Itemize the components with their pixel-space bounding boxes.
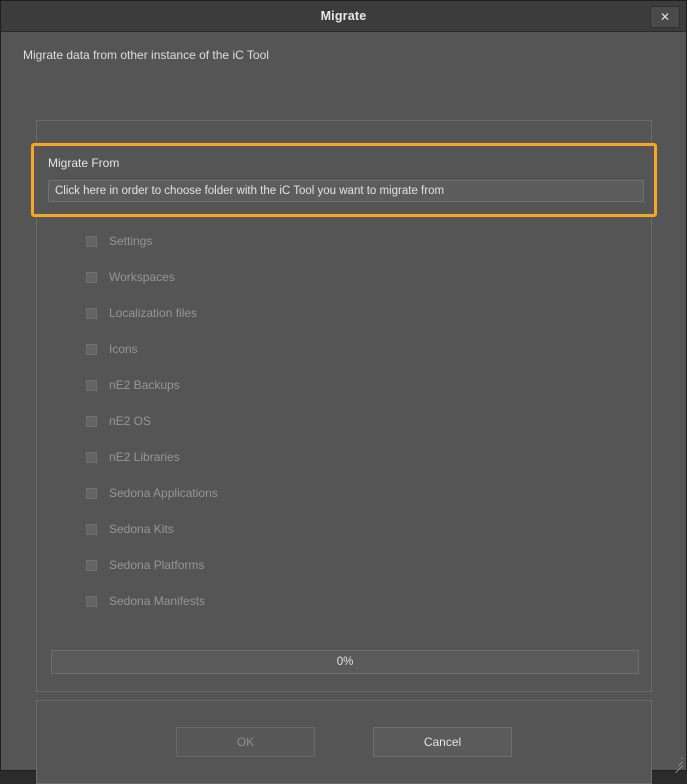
migration-items-list [86, 223, 626, 619]
list-item-label: nE2 Libraries [109, 450, 180, 464]
close-icon[interactable]: ✕ [650, 6, 680, 28]
ok-button[interactable]: OK [176, 727, 315, 757]
checkbox-sedona-manifests[interactable] [86, 596, 97, 607]
list-item-label: Icons [109, 342, 138, 356]
checkbox-icons[interactable] [86, 344, 97, 355]
checkbox-sedona-kits[interactable] [86, 524, 97, 535]
list-item[interactable] [86, 331, 626, 367]
list-item[interactable] [86, 475, 626, 511]
list-item[interactable] [86, 583, 626, 619]
migrate-from-group [31, 143, 657, 217]
migrate-from-folder-input[interactable] [48, 180, 644, 202]
list-item[interactable] [86, 403, 626, 439]
cancel-button[interactable]: Cancel [373, 727, 512, 757]
list-item-label: Localization files [109, 306, 198, 320]
list-item-label: Sedona Platforms [109, 558, 205, 572]
checkbox-ne2-os[interactable] [86, 416, 97, 427]
list-item[interactable] [86, 259, 626, 295]
list-item-label: Sedona Applications [109, 486, 218, 500]
checkbox-sedona-platforms[interactable] [86, 560, 97, 571]
checkbox-ne2-backups[interactable] [86, 380, 97, 391]
list-item[interactable] [86, 295, 626, 331]
checkbox-localization-files[interactable] [86, 308, 97, 319]
dialog-button-bar [36, 700, 652, 784]
checkbox-ne2-libraries[interactable] [86, 452, 97, 463]
list-item[interactable] [86, 439, 626, 475]
list-item-label: nE2 OS [109, 414, 152, 428]
checkbox-sedona-applications[interactable] [86, 488, 97, 499]
progress-label: 0% [336, 656, 354, 668]
list-item[interactable] [86, 367, 626, 403]
progress-bar [51, 650, 639, 674]
checkbox-workspaces[interactable] [86, 272, 97, 283]
list-item[interactable] [86, 547, 626, 583]
dialog-subtitle: Migrate data from other instance of the iC Tool [23, 48, 269, 62]
checkbox-settings[interactable] [86, 236, 97, 247]
migrate-from-label: Migrate From [48, 156, 120, 170]
list-item[interactable] [86, 511, 626, 547]
list-item[interactable] [86, 223, 626, 259]
list-item-label: nE2 Backups [109, 378, 180, 392]
list-item-label: Workspaces [109, 270, 175, 284]
title-bar [1, 1, 686, 32]
list-item-label: Sedona Kits [109, 522, 174, 536]
dialog-content [1, 32, 686, 770]
list-item-label: Settings [109, 234, 153, 248]
window-title: Migrate [320, 9, 367, 23]
resize-grip-icon[interactable] [671, 755, 683, 767]
list-item-label: Sedona Manifests [109, 594, 206, 608]
